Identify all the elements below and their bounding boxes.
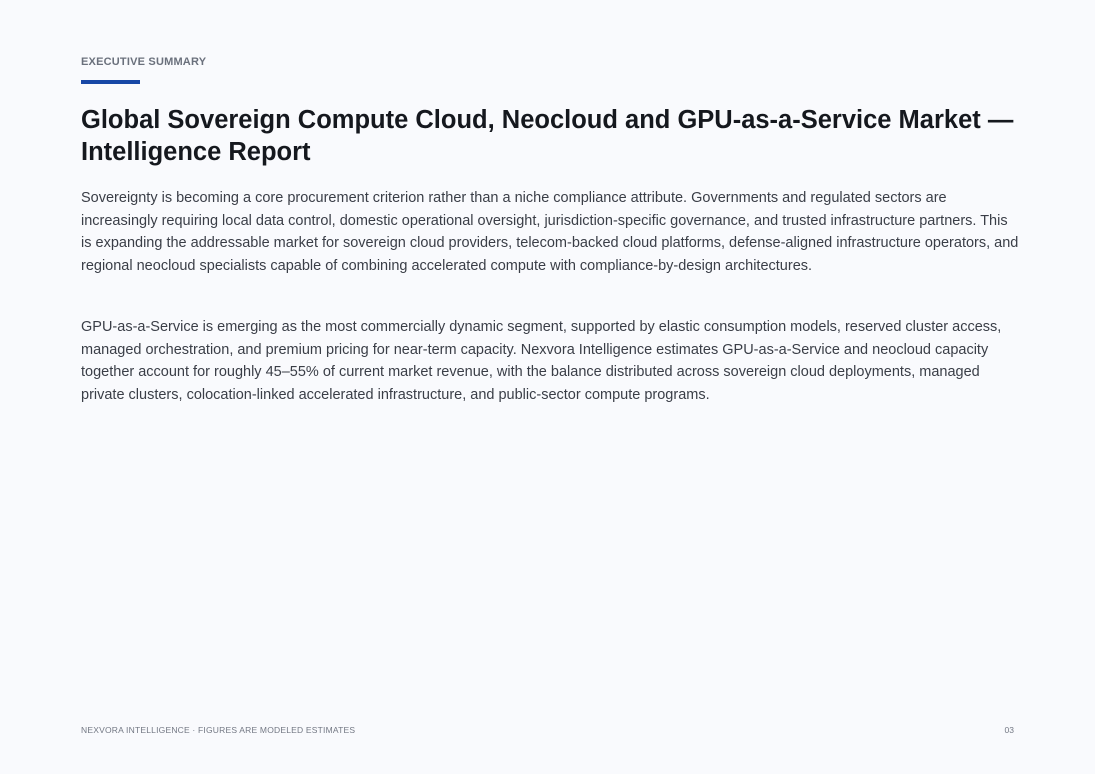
footer-disclaimer: NEXVORA INTELLIGENCE · FIGURES ARE MODELED ESTIMATES <box>81 725 356 735</box>
page-number: 03 <box>1004 725 1014 735</box>
page-title: Global Sovereign Compute Cloud, Neocloud and GPU-as-a-Service Market — Intelligence Report <box>81 106 1014 166</box>
accent-bar <box>81 80 140 84</box>
summary-paragraph-2: GPU-as-a-Service is emerging as the most commercially dynamic segment, supported by elastic consumption models, reserved cluster access, managed orchestration, and premium pricing for near-term capacity. Nexvora Intelligence estimates GPU-as-a-Service and neocloud capacity together account for roughly 45–55% of current market revenue, with the balance distributed across sovereign cloud deployments, managed private clusters, colocation-linked accelerated infrastructure, and public-sector compute programs. <box>81 319 1002 403</box>
report-page <box>81 0 1019 774</box>
summary-paragraph-1: Sovereignty is becoming a core procurement criterion rather than a niche compliance attribute. Governments and regulated sectors are increasingly requiring local data control, domestic operational oversight, jurisdiction-specific governance, and trusted infrastructure partners. This is expanding the addressable market for sovereign cloud providers, telecom-backed cloud platforms, defense-aligned infrastructure operators, and regional neocloud specialists capable of combining accelerated compute with compliance-by-design architectures. <box>81 190 1019 274</box>
section-label: EXECUTIVE SUMMARY <box>81 56 207 68</box>
